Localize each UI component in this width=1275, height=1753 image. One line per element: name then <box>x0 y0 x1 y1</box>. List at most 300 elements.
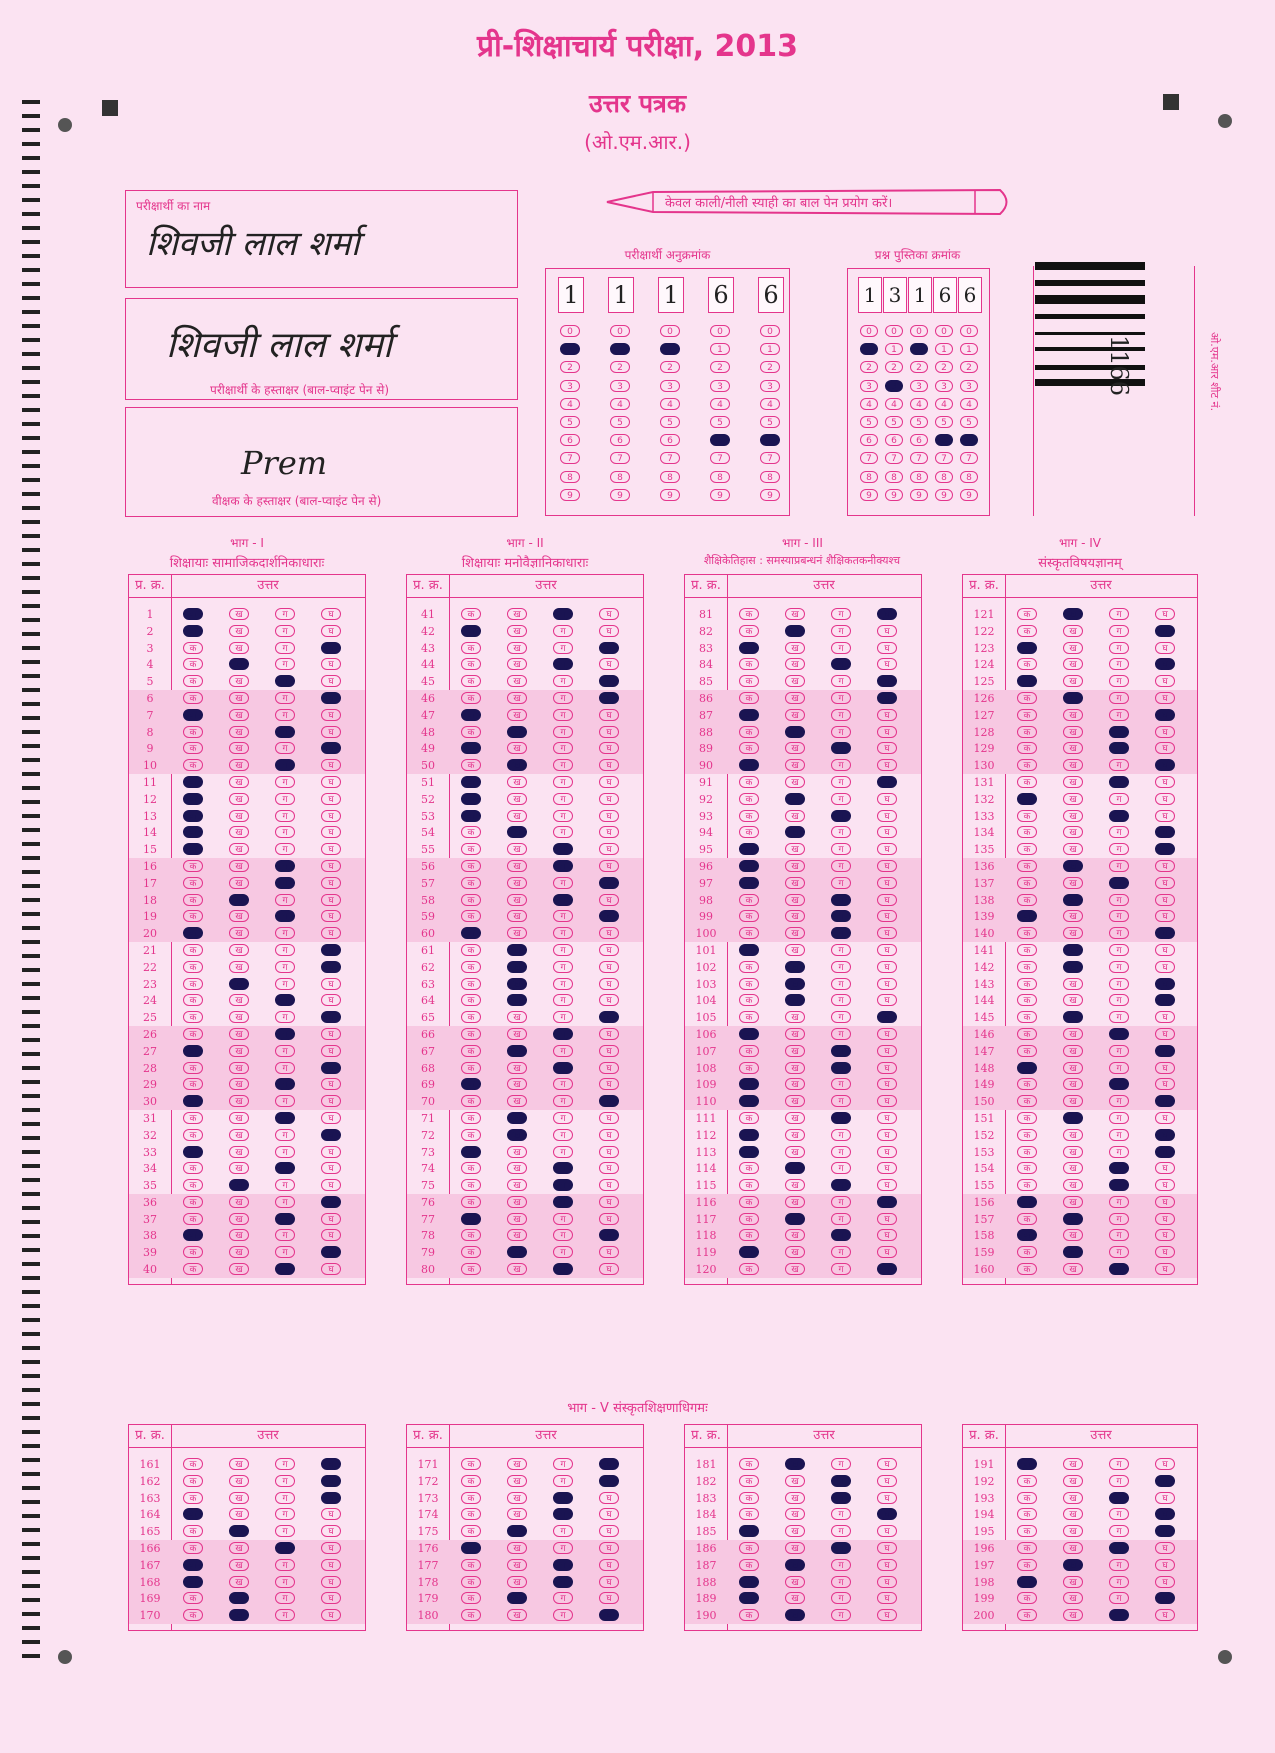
answer-bubble[interactable]: ग <box>553 642 573 654</box>
answer-bubble[interactable]: घ <box>321 1011 341 1023</box>
answer-bubble[interactable]: ख <box>507 1078 527 1090</box>
answer-bubble[interactable]: ख <box>785 978 805 990</box>
booklet-number-bubble[interactable]: 7 <box>960 452 978 464</box>
answer-bubble[interactable]: ख <box>507 1179 527 1191</box>
answer-bubble[interactable]: ग <box>831 1146 851 1158</box>
answer-bubble[interactable]: क <box>183 1062 203 1074</box>
answer-bubble[interactable]: ख <box>1063 843 1083 855</box>
answer-bubble[interactable]: ग <box>831 1095 851 1107</box>
answer-bubble[interactable]: ग <box>831 1542 851 1554</box>
answer-bubble[interactable]: ख <box>785 658 805 670</box>
answer-bubble[interactable]: ग <box>553 1213 573 1225</box>
answer-bubble[interactable]: ख <box>785 759 805 771</box>
answer-bubble[interactable]: ग <box>275 1229 295 1241</box>
answer-bubble[interactable]: घ <box>321 1246 341 1258</box>
answer-bubble[interactable]: ग <box>1109 1213 1129 1225</box>
answer-bubble[interactable]: ग <box>553 1028 573 1040</box>
answer-bubble[interactable]: क <box>739 877 759 889</box>
answer-bubble[interactable]: ख <box>1063 726 1083 738</box>
answer-bubble[interactable]: ख <box>507 910 527 922</box>
answer-bubble[interactable]: क <box>739 1213 759 1225</box>
answer-bubble[interactable]: ग <box>1109 826 1129 838</box>
candidate-name-value[interactable]: शिवजी लाल शर्मा <box>146 224 360 264</box>
answer-bubble[interactable]: घ <box>321 1129 341 1141</box>
answer-bubble[interactable]: ख <box>507 843 527 855</box>
answer-bubble[interactable]: घ <box>877 1095 897 1107</box>
roll-number-bubble[interactable]: 2 <box>710 361 730 373</box>
answer-bubble[interactable]: क <box>461 1492 481 1504</box>
roll-number-bubble[interactable]: 6 <box>610 434 630 446</box>
answer-bubble[interactable]: ख <box>229 1475 249 1487</box>
answer-bubble[interactable]: घ <box>1155 1609 1175 1621</box>
answer-bubble[interactable]: घ <box>1155 994 1175 1006</box>
answer-bubble[interactable]: घ <box>877 826 897 838</box>
booklet-number-bubble[interactable]: 0 <box>960 325 978 337</box>
answer-bubble[interactable]: ख <box>229 793 249 805</box>
answer-bubble[interactable]: ख <box>229 1576 249 1588</box>
answer-bubble[interactable]: क <box>1017 1129 1037 1141</box>
answer-bubble[interactable]: घ <box>321 726 341 738</box>
answer-bubble[interactable]: क <box>1017 1525 1037 1537</box>
answer-bubble[interactable]: ग <box>1109 1263 1129 1275</box>
answer-bubble[interactable]: क <box>183 709 203 721</box>
answer-bubble[interactable]: घ <box>321 1592 341 1604</box>
answer-bubble[interactable]: क <box>1017 860 1037 872</box>
answer-bubble[interactable]: ख <box>507 860 527 872</box>
answer-bubble[interactable]: ग <box>275 894 295 906</box>
answer-bubble[interactable]: क <box>739 759 759 771</box>
booklet-number-bubble[interactable]: 6 <box>960 434 978 446</box>
answer-bubble[interactable]: घ <box>599 1229 619 1241</box>
answer-bubble[interactable]: क <box>1017 1246 1037 1258</box>
answer-bubble[interactable]: ख <box>785 1576 805 1588</box>
answer-bubble[interactable]: ग <box>1109 877 1129 889</box>
answer-bubble[interactable]: ग <box>275 692 295 704</box>
answer-bubble[interactable]: क <box>183 1229 203 1241</box>
answer-bubble[interactable]: ग <box>275 1129 295 1141</box>
answer-bubble[interactable]: घ <box>599 810 619 822</box>
booklet-number-bubble[interactable]: 9 <box>960 489 978 501</box>
roll-number-bubble[interactable]: 7 <box>760 452 780 464</box>
answer-bubble[interactable]: घ <box>321 759 341 771</box>
answer-bubble[interactable]: ख <box>1063 1179 1083 1191</box>
answer-bubble[interactable]: घ <box>1155 692 1175 704</box>
booklet-number-bubble[interactable]: 9 <box>885 489 903 501</box>
answer-bubble[interactable]: घ <box>321 1062 341 1074</box>
answer-bubble[interactable]: ग <box>275 810 295 822</box>
answer-bubble[interactable]: क <box>739 1492 759 1504</box>
answer-bubble[interactable]: क <box>461 1576 481 1588</box>
answer-bubble[interactable]: क <box>461 1475 481 1487</box>
answer-bubble[interactable]: ग <box>553 776 573 788</box>
answer-bubble[interactable]: ग <box>831 910 851 922</box>
answer-bubble[interactable]: ग <box>275 994 295 1006</box>
answer-bubble[interactable]: घ <box>599 1475 619 1487</box>
answer-bubble[interactable]: क <box>461 1095 481 1107</box>
answer-bubble[interactable]: घ <box>321 1458 341 1470</box>
answer-bubble[interactable]: ख <box>1063 1095 1083 1107</box>
answer-bubble[interactable]: घ <box>321 894 341 906</box>
answer-bubble[interactable]: क <box>183 1179 203 1191</box>
answer-bubble[interactable]: ग <box>553 1542 573 1554</box>
answer-bubble[interactable]: घ <box>1155 978 1175 990</box>
answer-bubble[interactable]: क <box>739 1011 759 1023</box>
answer-bubble[interactable]: ख <box>229 1213 249 1225</box>
answer-bubble[interactable]: ख <box>229 994 249 1006</box>
answer-bubble[interactable]: ग <box>1109 944 1129 956</box>
answer-bubble[interactable]: ख <box>785 1146 805 1158</box>
booklet-number-digit-box[interactable]: 6 <box>958 277 982 313</box>
booklet-number-bubble[interactable]: 2 <box>860 361 878 373</box>
answer-bubble[interactable]: घ <box>1155 642 1175 654</box>
answer-bubble[interactable]: ख <box>507 625 527 637</box>
answer-bubble[interactable]: ख <box>229 1458 249 1470</box>
answer-bubble[interactable]: ग <box>275 675 295 687</box>
answer-bubble[interactable]: ख <box>507 1525 527 1537</box>
answer-bubble[interactable]: ख <box>507 810 527 822</box>
answer-bubble[interactable]: ग <box>1109 1196 1129 1208</box>
answer-bubble[interactable]: घ <box>1155 961 1175 973</box>
answer-bubble[interactable]: ग <box>1109 1525 1129 1537</box>
answer-bubble[interactable]: क <box>1017 1011 1037 1023</box>
answer-bubble[interactable]: क <box>739 658 759 670</box>
answer-bubble[interactable]: क <box>461 1263 481 1275</box>
answer-bubble[interactable]: ग <box>275 1028 295 1040</box>
answer-bubble[interactable]: ग <box>1109 961 1129 973</box>
answer-bubble[interactable]: क <box>183 961 203 973</box>
answer-bubble[interactable]: घ <box>877 1011 897 1023</box>
answer-bubble[interactable]: ग <box>275 860 295 872</box>
answer-bubble[interactable]: घ <box>1155 1129 1175 1141</box>
answer-bubble[interactable]: घ <box>321 877 341 889</box>
answer-bubble[interactable]: ख <box>507 944 527 956</box>
answer-bubble[interactable]: घ <box>1155 1112 1175 1124</box>
answer-bubble[interactable]: घ <box>321 1263 341 1275</box>
answer-bubble[interactable]: ग <box>831 759 851 771</box>
answer-bubble[interactable]: घ <box>877 927 897 939</box>
answer-bubble[interactable]: ख <box>229 978 249 990</box>
answer-bubble[interactable]: ग <box>553 910 573 922</box>
answer-bubble[interactable]: घ <box>877 978 897 990</box>
answer-bubble[interactable]: ग <box>831 1062 851 1074</box>
answer-bubble[interactable]: ख <box>229 608 249 620</box>
answer-bubble[interactable]: ख <box>785 810 805 822</box>
answer-bubble[interactable]: घ <box>321 793 341 805</box>
answer-bubble[interactable]: ग <box>275 1213 295 1225</box>
roll-number-bubble[interactable]: 1 <box>660 343 680 355</box>
answer-bubble[interactable]: क <box>461 944 481 956</box>
answer-bubble[interactable]: ग <box>553 726 573 738</box>
answer-bubble[interactable]: घ <box>877 625 897 637</box>
answer-bubble[interactable]: ग <box>1109 1246 1129 1258</box>
answer-bubble[interactable]: ग <box>831 1592 851 1604</box>
answer-bubble[interactable]: क <box>461 793 481 805</box>
answer-bubble[interactable]: क <box>1017 642 1037 654</box>
answer-bubble[interactable]: क <box>183 1078 203 1090</box>
answer-bubble[interactable]: घ <box>877 1062 897 1074</box>
roll-number-bubble[interactable]: 8 <box>610 471 630 483</box>
answer-bubble[interactable]: घ <box>1155 910 1175 922</box>
answer-bubble[interactable]: ख <box>507 709 527 721</box>
roll-number-bubble[interactable]: 7 <box>560 452 580 464</box>
answer-bubble[interactable]: ख <box>1063 826 1083 838</box>
answer-bubble[interactable]: ग <box>831 1129 851 1141</box>
answer-bubble[interactable]: घ <box>1155 1263 1175 1275</box>
answer-bubble[interactable]: ग <box>275 978 295 990</box>
answer-bubble[interactable]: ख <box>1063 1576 1083 1588</box>
answer-bubble[interactable]: ख <box>1063 910 1083 922</box>
answer-bubble[interactable]: ग <box>831 692 851 704</box>
answer-bubble[interactable]: ग <box>831 726 851 738</box>
booklet-number-bubble[interactable]: 7 <box>885 452 903 464</box>
answer-bubble[interactable]: ख <box>229 642 249 654</box>
answer-bubble[interactable]: घ <box>1155 675 1175 687</box>
answer-bubble[interactable]: घ <box>1155 608 1175 620</box>
answer-bubble[interactable]: घ <box>1155 1508 1175 1520</box>
answer-bubble[interactable]: ख <box>507 1508 527 1520</box>
answer-bubble[interactable]: ग <box>1109 1146 1129 1158</box>
answer-bubble[interactable]: क <box>1017 1213 1037 1225</box>
answer-bubble[interactable]: घ <box>877 1609 897 1621</box>
answer-bubble[interactable]: क <box>461 658 481 670</box>
answer-bubble[interactable]: क <box>183 1045 203 1057</box>
answer-bubble[interactable]: ख <box>785 1246 805 1258</box>
roll-number-bubble[interactable]: 5 <box>760 416 780 428</box>
answer-bubble[interactable]: ख <box>785 994 805 1006</box>
answer-bubble[interactable]: घ <box>599 776 619 788</box>
answer-bubble[interactable]: ख <box>229 692 249 704</box>
booklet-number-bubble[interactable]: 1 <box>860 343 878 355</box>
answer-bubble[interactable]: घ <box>599 625 619 637</box>
answer-bubble[interactable]: ग <box>1109 1045 1129 1057</box>
answer-bubble[interactable]: ख <box>1063 1508 1083 1520</box>
answer-bubble[interactable]: ख <box>785 894 805 906</box>
answer-bubble[interactable]: ग <box>553 1095 573 1107</box>
answer-bubble[interactable]: ख <box>785 877 805 889</box>
roll-number-bubble[interactable]: 4 <box>760 398 780 410</box>
roll-number-bubble[interactable]: 4 <box>660 398 680 410</box>
roll-number-bubble[interactable]: 9 <box>760 489 780 501</box>
answer-bubble[interactable]: क <box>183 910 203 922</box>
answer-bubble[interactable]: घ <box>599 675 619 687</box>
answer-bubble[interactable]: ग <box>1109 1592 1129 1604</box>
answer-bubble[interactable]: क <box>461 1508 481 1520</box>
answer-bubble[interactable]: क <box>461 978 481 990</box>
answer-bubble[interactable]: क <box>739 1078 759 1090</box>
answer-bubble[interactable]: क <box>1017 1196 1037 1208</box>
answer-bubble[interactable]: क <box>461 1196 481 1208</box>
answer-bubble[interactable]: ख <box>1063 1011 1083 1023</box>
answer-bubble[interactable]: ग <box>1109 1508 1129 1520</box>
answer-bubble[interactable]: ग <box>831 793 851 805</box>
answer-bubble[interactable]: ख <box>1063 978 1083 990</box>
answer-bubble[interactable]: ग <box>553 709 573 721</box>
answer-bubble[interactable]: ख <box>229 810 249 822</box>
answer-bubble[interactable]: ख <box>785 843 805 855</box>
answer-bubble[interactable]: क <box>739 608 759 620</box>
answer-bubble[interactable]: ख <box>507 1028 527 1040</box>
answer-bubble[interactable]: घ <box>599 860 619 872</box>
answer-bubble[interactable]: ग <box>1109 1011 1129 1023</box>
answer-bubble[interactable]: घ <box>321 658 341 670</box>
answer-bubble[interactable]: क <box>183 1508 203 1520</box>
answer-bubble[interactable]: ख <box>1063 1229 1083 1241</box>
answer-bubble[interactable]: ग <box>1109 1458 1129 1470</box>
answer-bubble[interactable]: क <box>1017 1508 1037 1520</box>
answer-bubble[interactable]: क <box>1017 978 1037 990</box>
answer-bubble[interactable]: घ <box>877 1475 897 1487</box>
answer-bubble[interactable]: ग <box>275 1246 295 1258</box>
answer-bubble[interactable]: घ <box>877 1078 897 1090</box>
answer-bubble[interactable]: क <box>739 793 759 805</box>
answer-bubble[interactable]: ख <box>507 1559 527 1571</box>
answer-bubble[interactable]: क <box>1017 625 1037 637</box>
answer-bubble[interactable]: घ <box>877 1246 897 1258</box>
answer-bubble[interactable]: क <box>183 1095 203 1107</box>
answer-bubble[interactable]: घ <box>599 642 619 654</box>
answer-bubble[interactable]: क <box>1017 1492 1037 1504</box>
answer-bubble[interactable]: ग <box>1109 994 1129 1006</box>
answer-bubble[interactable]: ख <box>1063 1162 1083 1174</box>
answer-bubble[interactable]: ग <box>1109 1162 1129 1174</box>
answer-bubble[interactable]: क <box>461 1179 481 1191</box>
answer-bubble[interactable]: ग <box>831 994 851 1006</box>
answer-bubble[interactable]: ग <box>1109 1609 1129 1621</box>
answer-bubble[interactable]: घ <box>321 810 341 822</box>
answer-bubble[interactable]: ग <box>553 961 573 973</box>
answer-bubble[interactable]: क <box>461 759 481 771</box>
roll-number-bubble[interactable]: 2 <box>660 361 680 373</box>
answer-bubble[interactable]: घ <box>877 1162 897 1174</box>
answer-bubble[interactable]: घ <box>599 1263 619 1275</box>
answer-bubble[interactable]: घ <box>321 910 341 922</box>
answer-bubble[interactable]: ग <box>553 994 573 1006</box>
answer-bubble[interactable]: ख <box>507 1458 527 1470</box>
answer-bubble[interactable]: क <box>183 1129 203 1141</box>
answer-bubble[interactable]: घ <box>877 1592 897 1604</box>
answer-bubble[interactable]: क <box>1017 843 1037 855</box>
answer-bubble[interactable]: क <box>183 1162 203 1174</box>
answer-bubble[interactable]: ख <box>1063 1078 1083 1090</box>
answer-bubble[interactable]: ग <box>275 1078 295 1090</box>
answer-bubble[interactable]: घ <box>599 1542 619 1554</box>
answer-bubble[interactable]: ग <box>1109 709 1129 721</box>
answer-bubble[interactable]: घ <box>877 1213 897 1225</box>
answer-bubble[interactable]: घ <box>599 927 619 939</box>
answer-bubble[interactable]: घ <box>877 843 897 855</box>
answer-bubble[interactable]: घ <box>599 1458 619 1470</box>
answer-bubble[interactable]: क <box>183 927 203 939</box>
answer-bubble[interactable]: घ <box>599 658 619 670</box>
booklet-number-bubble[interactable]: 6 <box>885 434 903 446</box>
answer-bubble[interactable]: क <box>739 1179 759 1191</box>
answer-bubble[interactable]: क <box>183 1592 203 1604</box>
answer-bubble[interactable]: ख <box>1063 1028 1083 1040</box>
answer-bubble[interactable]: घ <box>599 1095 619 1107</box>
answer-bubble[interactable]: ख <box>507 793 527 805</box>
answer-bubble[interactable]: घ <box>321 1162 341 1174</box>
answer-bubble[interactable]: क <box>183 1011 203 1023</box>
answer-bubble[interactable]: क <box>461 1129 481 1141</box>
answer-bubble[interactable]: घ <box>1155 860 1175 872</box>
answer-bubble[interactable]: ख <box>1063 860 1083 872</box>
answer-bubble[interactable]: क <box>183 944 203 956</box>
answer-bubble[interactable]: ग <box>553 1179 573 1191</box>
answer-bubble[interactable]: घ <box>321 1112 341 1124</box>
answer-bubble[interactable]: ख <box>507 1011 527 1023</box>
answer-bubble[interactable]: घ <box>1155 1492 1175 1504</box>
answer-bubble[interactable]: घ <box>877 1525 897 1537</box>
answer-bubble[interactable]: ख <box>1063 1475 1083 1487</box>
answer-bubble[interactable]: ग <box>831 1576 851 1588</box>
answer-bubble[interactable]: क <box>1017 776 1037 788</box>
roll-number-digit-box[interactable]: 1 <box>658 277 684 313</box>
answer-bubble[interactable]: घ <box>877 675 897 687</box>
answer-bubble[interactable]: ख <box>229 927 249 939</box>
answer-bubble[interactable]: ग <box>1109 860 1129 872</box>
answer-bubble[interactable]: क <box>1017 944 1037 956</box>
answer-bubble[interactable]: घ <box>1155 1229 1175 1241</box>
answer-bubble[interactable]: ग <box>831 1475 851 1487</box>
answer-bubble[interactable]: क <box>1017 994 1037 1006</box>
answer-bubble[interactable]: ग <box>275 625 295 637</box>
answer-bubble[interactable]: क <box>739 894 759 906</box>
answer-bubble[interactable]: ख <box>785 1525 805 1537</box>
answer-bubble[interactable]: क <box>739 1162 759 1174</box>
answer-bubble[interactable]: घ <box>877 1179 897 1191</box>
answer-bubble[interactable]: घ <box>321 709 341 721</box>
answer-bubble[interactable]: क <box>739 860 759 872</box>
roll-number-bubble[interactable]: 0 <box>760 325 780 337</box>
answer-bubble[interactable]: घ <box>877 877 897 889</box>
answer-bubble[interactable]: क <box>183 658 203 670</box>
booklet-number-bubble[interactable]: 7 <box>860 452 878 464</box>
answer-bubble[interactable]: क <box>461 826 481 838</box>
answer-bubble[interactable]: ख <box>507 894 527 906</box>
answer-bubble[interactable]: घ <box>599 1162 619 1174</box>
booklet-number-bubble[interactable]: 4 <box>960 398 978 410</box>
answer-bubble[interactable]: क <box>1017 1559 1037 1571</box>
answer-bubble[interactable]: घ <box>599 759 619 771</box>
answer-bubble[interactable]: क <box>183 692 203 704</box>
booklet-number-bubble[interactable]: 8 <box>910 471 928 483</box>
answer-bubble[interactable]: ग <box>275 1542 295 1554</box>
answer-bubble[interactable]: ग <box>1109 978 1129 990</box>
answer-bubble[interactable]: क <box>461 776 481 788</box>
answer-bubble[interactable]: क <box>461 894 481 906</box>
answer-bubble[interactable]: घ <box>321 1213 341 1225</box>
answer-bubble[interactable]: ग <box>553 877 573 889</box>
answer-bubble[interactable]: ग <box>553 1045 573 1057</box>
answer-bubble[interactable]: ख <box>229 1028 249 1040</box>
answer-bubble[interactable]: क <box>461 625 481 637</box>
roll-number-bubble[interactable]: 0 <box>710 325 730 337</box>
answer-bubble[interactable]: ग <box>275 1508 295 1520</box>
answer-bubble[interactable]: घ <box>1155 1475 1175 1487</box>
answer-bubble[interactable]: ख <box>785 675 805 687</box>
answer-bubble[interactable]: ग <box>1109 1095 1129 1107</box>
answer-bubble[interactable]: ग <box>1109 658 1129 670</box>
answer-bubble[interactable]: घ <box>321 1196 341 1208</box>
answer-bubble[interactable]: क <box>739 978 759 990</box>
answer-bubble[interactable]: ख <box>507 1045 527 1057</box>
answer-bubble[interactable]: ग <box>553 1492 573 1504</box>
roll-number-bubble[interactable]: 3 <box>610 380 630 392</box>
answer-bubble[interactable]: ख <box>507 675 527 687</box>
booklet-number-bubble[interactable]: 1 <box>885 343 903 355</box>
answer-bubble[interactable]: घ <box>599 978 619 990</box>
answer-bubble[interactable]: घ <box>1155 776 1175 788</box>
